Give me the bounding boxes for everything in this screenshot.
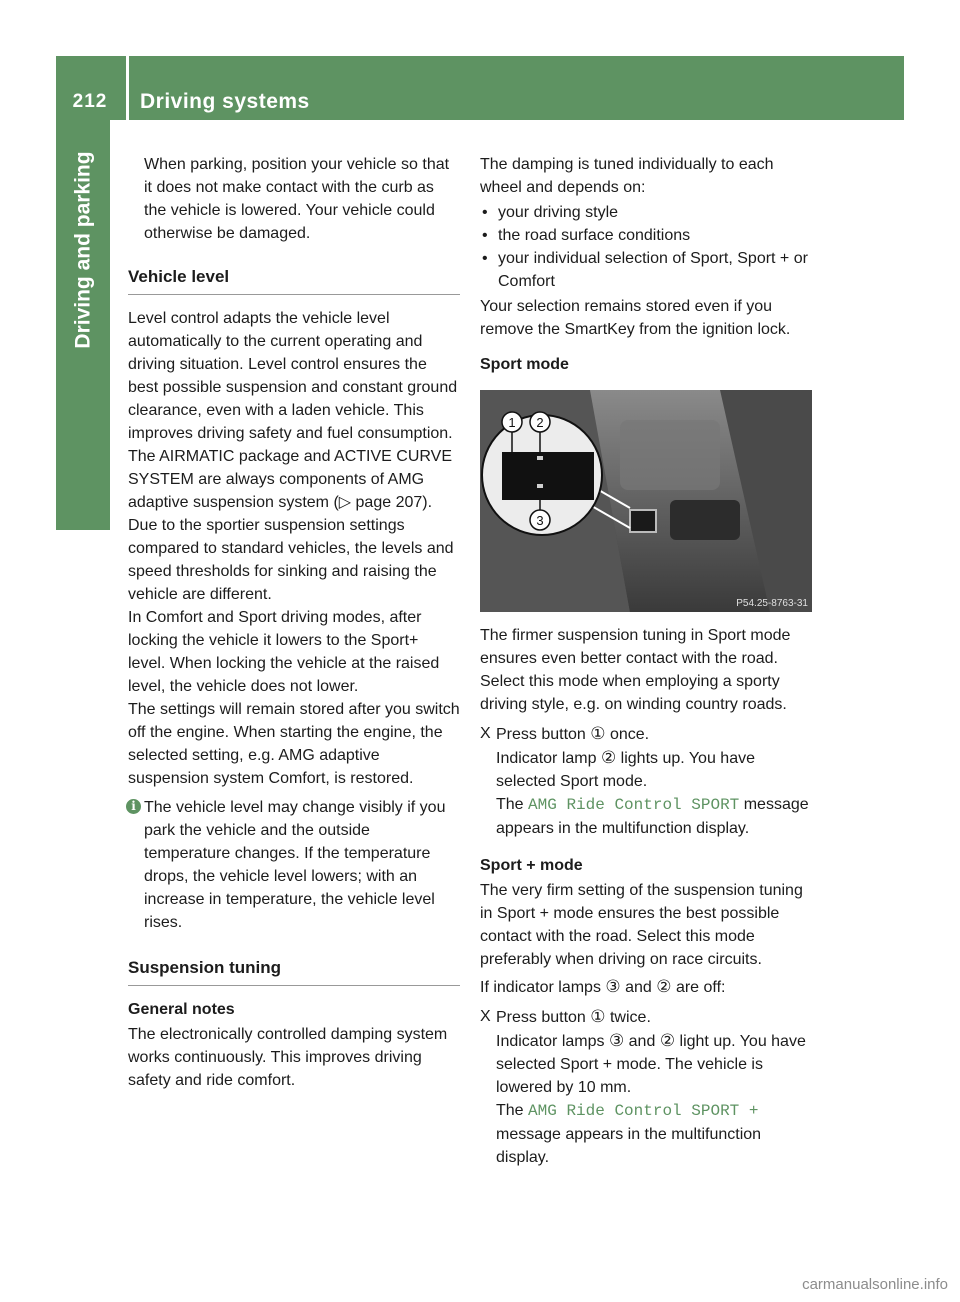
sport-plus-heading: Sport + mode	[480, 857, 583, 874]
info-icon: i	[126, 799, 141, 814]
list-item: • your driving style	[480, 201, 814, 224]
callout-3-label: 3	[536, 513, 544, 528]
sport-mode-heading: Sport mode	[480, 356, 569, 373]
step-arrow-icon: X	[480, 725, 491, 742]
info-text: The vehicle level may change visibly if you park the vehicle and the outside temperature changes. If the temperature drops, the vehicle level lowers; with an increase in temperature, the vehicle level rises.	[144, 799, 446, 931]
section-title: Driving systems	[140, 90, 310, 113]
sport-plus-condition: If indicator lamps ③ and ② are off:	[480, 977, 726, 996]
info-note	[128, 796, 460, 934]
vehicle-level-p1: Level control adapts the vehicle level automatically to the current operating and driving situation. Level control ensures the best possible suspension and constant ground clearance, even with a laden vehicle. This improves driving safety and fuel consumption.	[128, 310, 458, 442]
sport-mode-desc: The firmer suspension tuning in Sport mode ensures even better contact with the road. Select this mode when employing a sporty driving style, e.g. on winding country roads.	[480, 627, 791, 713]
general-notes-text: The electronically controlled damping system works continuously. This improves driving safety and ride comfort.	[128, 1026, 448, 1089]
sport-plus-desc: The very firm setting of the suspension tuning in Sport + mode ensures the best possible contact with the road. Select this mode preferably when driving on race circuits.	[480, 882, 803, 968]
ref-button-1: ①	[590, 724, 606, 743]
parking-warning: When parking, position your vehicle so that it does not make contact with the curb as the vehicle is lowered. Your vehicle could otherwise be damaged.	[144, 156, 450, 242]
damping-factors-list	[480, 201, 814, 293]
callout-2-label: 2	[536, 415, 544, 430]
bullet-icon: •	[482, 204, 488, 221]
center-console-photo	[480, 390, 812, 612]
list-item: • your individual selection of Sport, Sport + or Comfort	[480, 247, 814, 293]
vehicle-level-p2: The AIRMATIC package and ACTIVE CURVE SYSTEM are always components of AMG adaptive suspension system (▷ page 207). Due to the sportier suspension settings compared to standard vehicles, the levels and speed thresholds for sinking and raising the vehicle are different.	[128, 448, 454, 603]
right-column	[480, 153, 814, 1169]
damping-intro: The damping is tuned individually to each wheel and depends on:	[480, 156, 774, 196]
console-illustration	[480, 390, 812, 612]
step-arrow-icon: X	[480, 1008, 491, 1025]
page-number: 212	[72, 91, 108, 112]
stored-note: Your selection remains stored even if you remove the SmartKey from the ignition lock.	[480, 298, 791, 338]
display-message-sport: AMG Ride Control SPORT	[528, 796, 740, 814]
bullet-icon: •	[482, 250, 488, 267]
suspension-heading: Suspension tuning	[128, 956, 460, 986]
bullet-icon: •	[482, 227, 488, 244]
left-column	[128, 153, 460, 1092]
callout-1-label: 1	[508, 415, 516, 430]
ref-lamp-2: ②	[600, 748, 617, 767]
sport-plus-step: X Press button ① twice. Indicator lamps ③ and ② light up. You have selected Sport + mode. The vehicle is lowered by 10 mm. The AMG Ride Control SPORT + message appears in the multifunction display.	[480, 1007, 806, 1166]
vehicle-level-p4: The settings will remain stored after you switch off the engine. When starting the engine, the selected setting, e.g. AMG adaptive suspension system Comfort, is restored.	[128, 701, 460, 787]
watermark: carmanualsonline.info	[802, 1276, 948, 1293]
photo-caption: P54.25-8763-31	[736, 598, 808, 609]
sport-mode-step: X Press button ① once. Indicator lamp ② lights up. You have selected Sport mode. The AMG Ride Control SPORT message appears in the multifunction display.	[480, 724, 809, 837]
header-divider	[126, 56, 129, 120]
side-tab-label: Driving and parking	[71, 151, 95, 349]
general-notes-heading: General notes	[128, 1001, 235, 1018]
list-item: • the road surface conditions	[480, 224, 814, 247]
display-message-sport-plus: AMG Ride Control SPORT +	[528, 1102, 759, 1120]
vehicle-level-heading: Vehicle level	[128, 265, 460, 295]
vehicle-level-p3: In Comfort and Sport driving modes, after locking the vehicle it lowers to the Sport+ level. When locking the vehicle at the raised level, the vehicle does not lower.	[128, 609, 440, 695]
